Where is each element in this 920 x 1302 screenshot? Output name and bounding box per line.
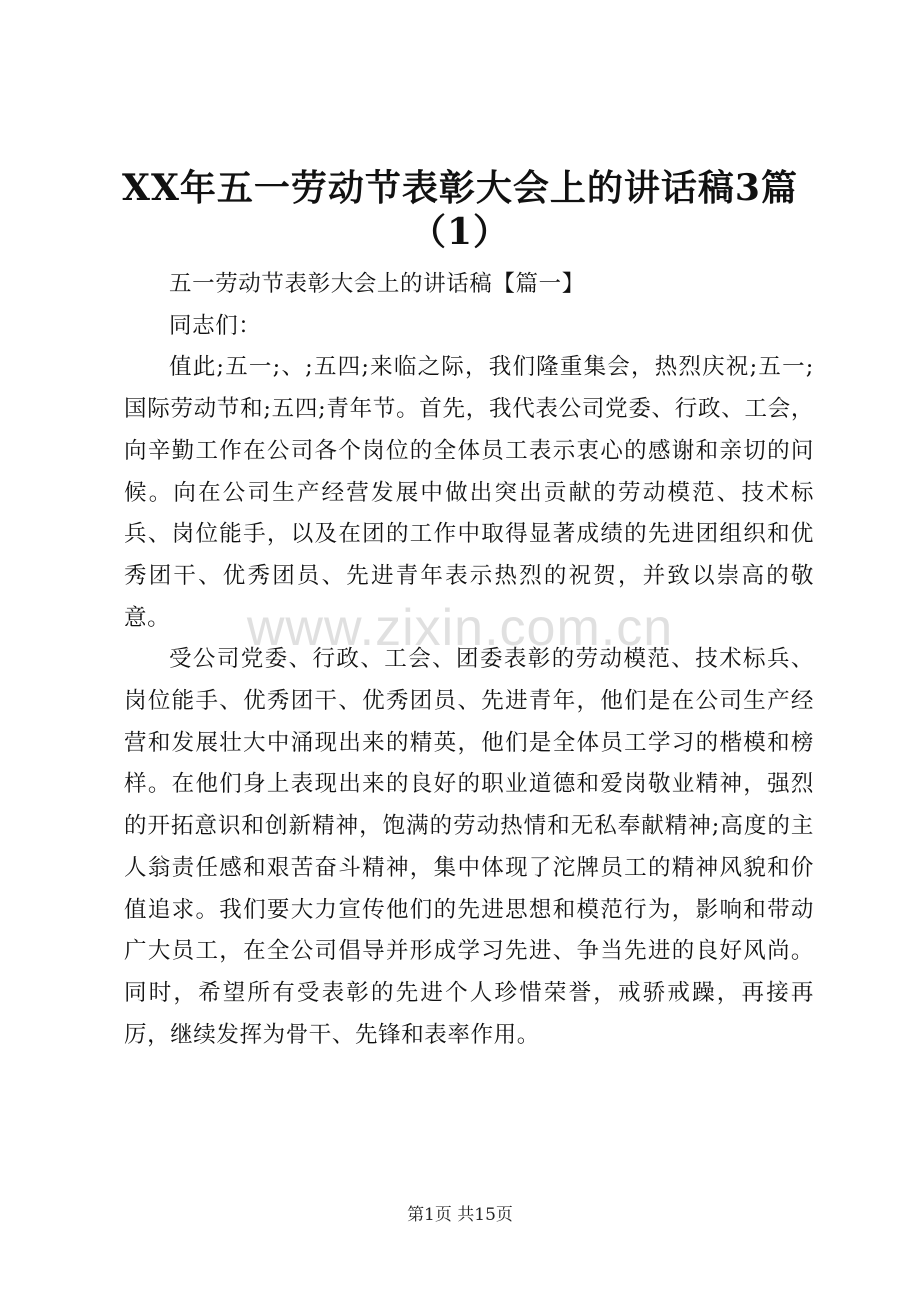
document-body xyxy=(124,264,814,1056)
body-paragraph-2: 受公司党委、行政、工会、团委表彰的劳动模范、技术标兵、岗位能手、优秀团干、优秀团员、先进青年，他们是在公司生产经营和发展壮大中涌现出来的精英，他们是全体员工学习的楷模和榜样。在他们身上表现出来的良好的职业道德和爱岗敬业精神，强烈的开拓意识和创新精神，饱满的劳动热情和无私奉献精神;高度的主人翁责任感和艰苦奋斗精神，集中体现了沱牌员工的精神风貌和价值追求。我们要大力宣传他们的先进思想和模范行为，影响和带动广大员工，在全公司倡导并形成学习先进、争当先进的良好风尚。同时，希望所有受表彰的先进个人珍惜荣誉，戒骄戒躁，再接再厉，继续发挥为骨干、先锋和表率作用。 xyxy=(124,646,814,1048)
watermark: www.zixin.com.cn xyxy=(246,599,674,657)
document-title-line-2: （1） xyxy=(409,211,511,253)
page-number: 第1页 共15页 xyxy=(407,1205,513,1225)
salutation: 同志们： xyxy=(169,312,262,339)
body-paragraph-1: 值此;五一;、;五四;来临之际，我们隆重集会，热烈庆祝;五一;国际劳动节和;五四;青年节。首先，我代表公司党委、行政、工会，向辛勤工作在公司各个岗位的全体员工表示衷心的感谢和亲切的问候。向在公司生产经营发展中做出突出贡献的劳动模范、技术标兵、岗位能手，以及在团的工作中取得显著成绩的先进团组织和优秀团干、优秀团员、先进青年表示热烈的祝贺，并致以崇高的敬意。 xyxy=(124,354,814,631)
section-heading: 五一劳动节表彰大会上的讲话稿【篇一】 xyxy=(169,271,585,297)
document-title-line-1: XX年五一劳动节表彰大会上的讲话稿3篇 xyxy=(122,167,798,209)
page-footer xyxy=(0,1200,920,1225)
